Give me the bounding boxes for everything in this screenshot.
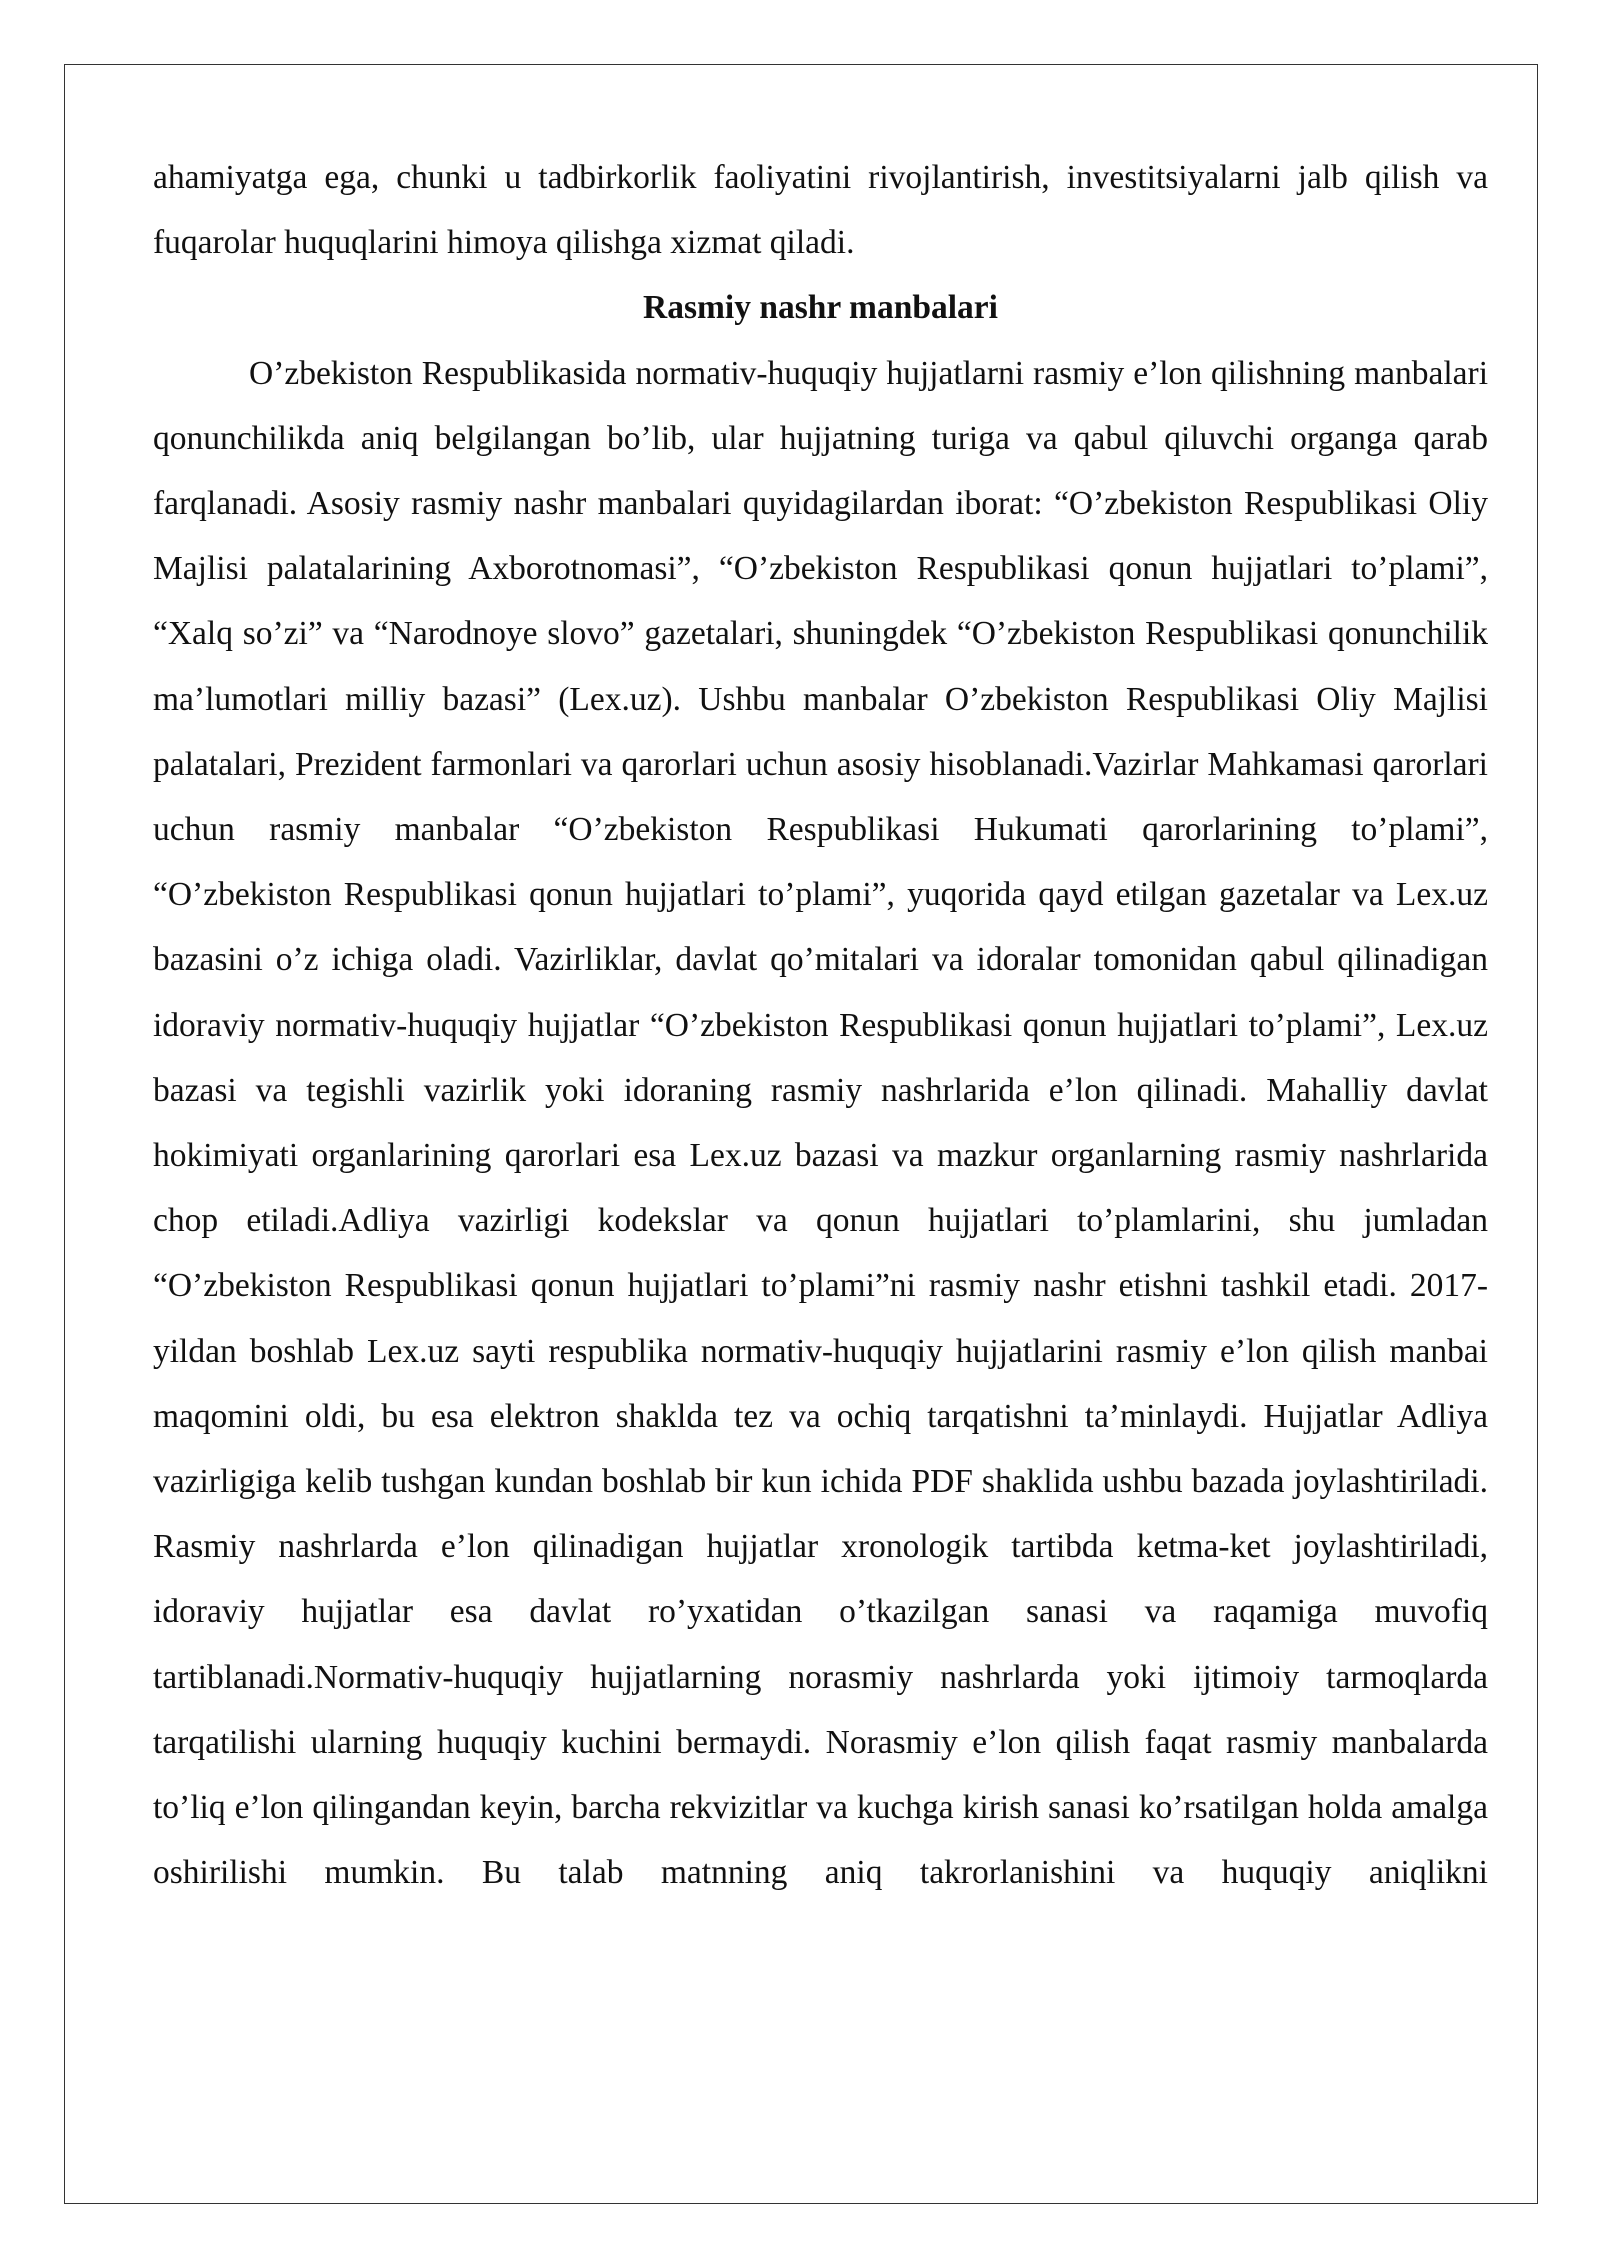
continuation-paragraph: ahamiyatga ega, chunki u tadbirkorlik faoliyatini rivojlantirish, investitsiyalarni jalb qilish va fuqarolar huquqlarini himoya qilishga xizmat qiladi. (153, 159, 1488, 262)
section-heading: Rasmiy nashr manbalari (643, 289, 998, 327)
document-body (153, 145, 1488, 1905)
main-paragraph: O’zbekiston Respublikasida normativ-huquqiy hujjatlarni rasmiy e’lon qilishning manbalari qonunchilikda aniq belgilangan bo’lib, ular hujjatning turiga va qabul qiluvchi organga qarab farqlanadi. Asosiy rasmiy nashr manbalari quyidagilardan iborat: “O’zbekiston Respublikasi Oliy Majlisi palatalarining Axborotnomasi”, “O’zbekiston Respublikasi qonun hujjatlari to’plami”, “Xalq so’zi” va “Narodnoye slovo” gazetalari, shuningdek “O’zbekiston Respublikasi qonunchilik ma’lumotlari milliy bazasi” (Lex.uz). Ushbu manbalar O’zbekiston Respublikasi Oliy Majlisi palatalari, Prezident farmonlari va qarorlari uchun asosiy hisoblanadi.Vazirlar Mahkamasi qarorlari uchun rasmiy manbalar “O’zbekiston Respublikasi Hukumati qarorlarining to’plami”, “O’zbekiston Respublikasi qonun hujjatlari to’plami”, yuqorida qayd etilgan gazetalar va Lex.uz bazasini o’z ichiga oladi. Vazirliklar, davlat qo’mitalari va idoralar tomonidan qabul qilinadigan idoraviy normativ-huquqiy hujjatlar “O’zbekiston Respublikasi qonun hujjatlari to’plami”, Lex.uz bazasi va tegishli vazirlik yoki idoraning rasmiy nashrlarida e’lon qilinadi. Mahalliy davlat hokimiyati organlarining qarorlari esa Lex.uz bazasi va mazkur organlarning rasmiy nashrlarida chop etiladi.Adliya vazirligi kodekslar va qonun hujjatlari to’plamlarini, shu jumladan “O’zbekiston Respublikasi qonun hujjatlari to’plami”ni rasmiy nashr etishni tashkil etadi. 2017-yildan boshlab Lex.uz sayti respublika normativ-huquqiy hujjatlarini rasmiy e’lon qilish manbai maqomini oldi, bu esa elektron shaklda tez va ochiq tarqatishni ta’minlaydi. Hujjatlar Adliya vazirligiga kelib tushgan kundan boshlab bir kun ichida PDF shaklida ushbu bazada joylashtiriladi. Rasmiy nashrlarda e’lon qilinadigan hujjatlar xronologik tartibda ketma-ket joylashtiriladi, idoraviy hujjatlar esa davlat ro’yxatidan o’tkazilgan sanasi va raqamiga muvofiq tartiblanadi.Normativ-huquqiy hujjatlarning norasmiy nashrlarda yoki ijtimoiy tarmoqlarda tarqatilishi ularning huquqiy kuchini bermaydi. Norasmiy e’lon qilish faqat rasmiy manbalarda to’liq e’lon qilingandan keyin, barcha rekvizitlar va kuchga kirish sanasi ko’rsatilgan holda amalga oshirilishi mumkin. Bu talab matnning aniq takrorlanishini va huquqiy aniqlikni (153, 354, 1488, 1892)
